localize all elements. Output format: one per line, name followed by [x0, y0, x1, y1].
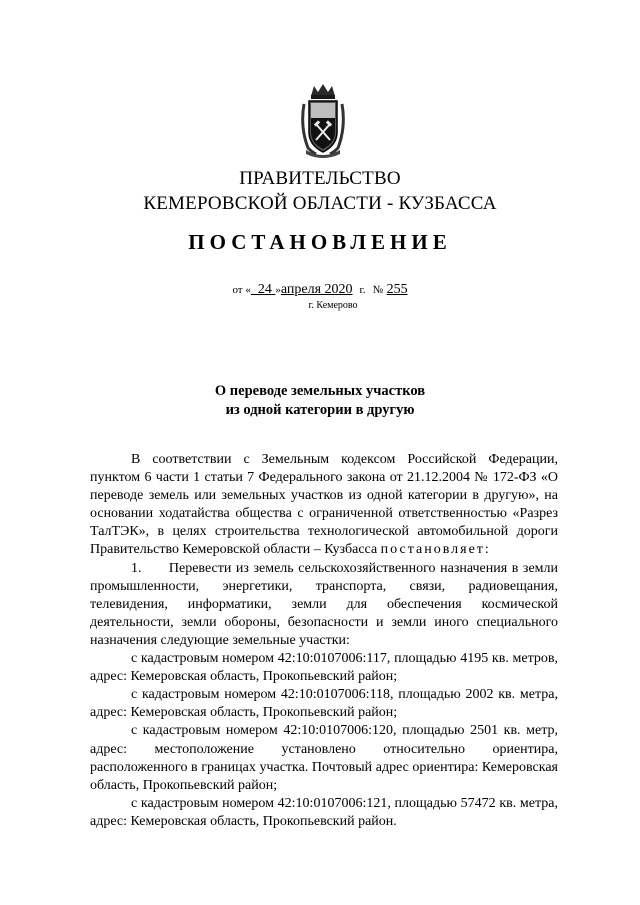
parcel-item: с кадастровым номером 42:10:0107006:117, площадью 4195 кв. метров, адрес: Кемеровская область, Прокопьевский район;: [90, 651, 558, 685]
document-type-title: ПОСТАНОВЛЕНИЕ: [188, 230, 452, 254]
preamble-paragraph: [90, 451, 558, 560]
item-1-paragraph: 1. Перевести из земель сельскохозяйственного назначения в земли промышленности, энергетики, транспорта, связи, радиовещания, телевидения, информатики, земли для обеспечения космической деятельности, земли обороны, безопасности и земли иного специального назначения следующие земельные участки:: [90, 560, 558, 648]
parcel-item: с кадастровым номером 42:10:0107006:118, площадью 2002 кв. метра, адрес: Кемеровская область, Прокопьевский район;: [90, 687, 558, 721]
city-label: г. Кемерово: [308, 300, 358, 311]
subject-line1: О переводе земельных участков: [214, 383, 426, 399]
date-number-line: [0, 282, 640, 298]
date-year-suffix: г.: [359, 284, 366, 296]
organization-name-line2: КЕМЕРОВСКОЙ ОБЛАСТИ - КУЗБАССА: [143, 193, 497, 214]
subject-line2: из одной категории в другую: [225, 402, 415, 418]
date-day: 24: [257, 282, 272, 297]
document-body: [90, 451, 558, 831]
organization-name-line1: ПРАВИТЕЛЬСТВО: [239, 168, 401, 189]
decree-word: постановляет:: [380, 542, 491, 558]
coat-of-arms-emblem: [298, 82, 348, 160]
date-prefix: от «: [232, 284, 251, 296]
parcel-item: с кадастровым номером 42:10:0107006:121, площадью 57472 кв. метра, адрес: Кемеровская область, Прокопьевский район.: [90, 795, 558, 829]
number-prefix: №: [372, 284, 384, 296]
date-month-year: апреля 2020: [280, 282, 353, 297]
parcel-item: с кадастровым номером 42:10:0107006:120, площадью 2501 кв. метр, адрес: местоположение установлено относительно ориентира, расположенного в границах участка. Почтовый адрес ориентира: Кемеровская область, Прокопьевский район;: [90, 723, 558, 793]
document-subject: [0, 382, 640, 420]
document-number: 255: [386, 282, 408, 297]
date-mid: »: [275, 284, 281, 296]
preamble-text: В соответствии с Земельным кодексом Российской Федерации, пунктом 6 части 1 статьи 7 Федерального закона от 21.12.2004 № 172-ФЗ «О переводе земель или земельных участков из одной категории в другую», на основании ходатайства общества с ограниченной ответственностью «Разрез ТалТЭК», в целях строительства технологической автомобильной дороги Правительство Кемеровской области – Кузбасса: [90, 452, 558, 558]
